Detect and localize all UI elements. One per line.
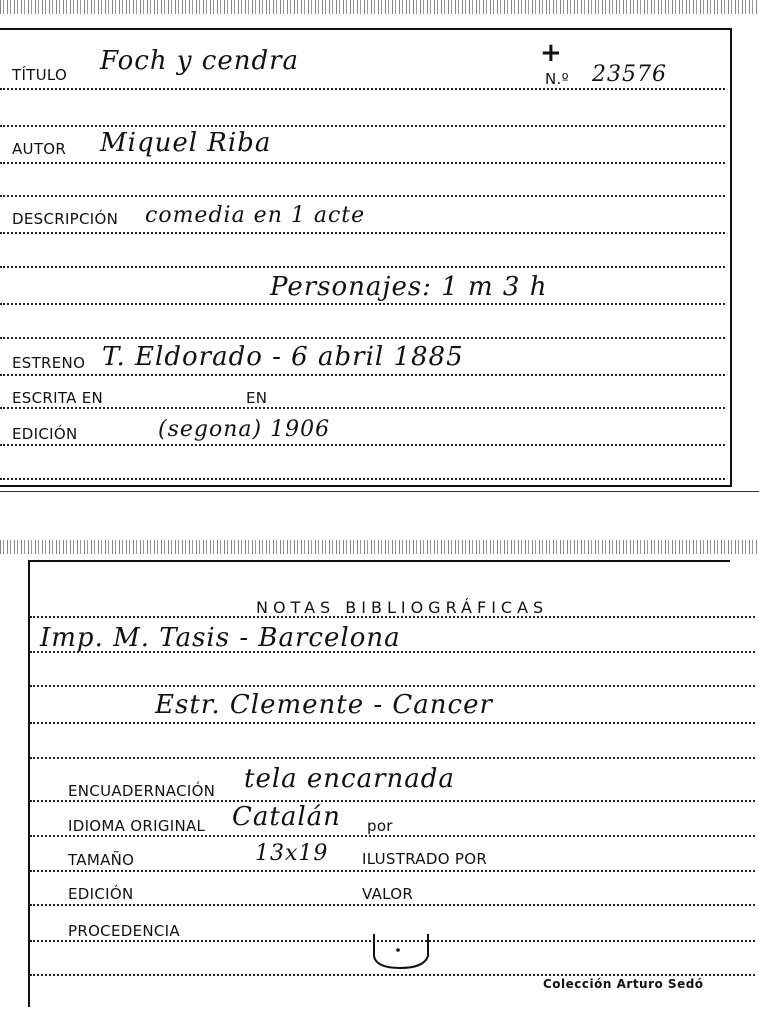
value-descripcion: comedia en 1 acte <box>145 203 366 228</box>
cross-mark: + <box>540 38 562 68</box>
value-tamano: 13x19 <box>255 841 329 866</box>
line-blank-4 <box>0 337 725 339</box>
label-edicion-top: EDICIÓN <box>12 425 78 443</box>
line-estreno <box>0 374 725 376</box>
line-blank-2 <box>0 195 725 197</box>
label-edicion-bottom: EDICIÓN <box>68 885 134 903</box>
notes-title: NOTAS BIBLIOGRÁFICAS <box>256 598 549 617</box>
line-descripcion <box>0 232 725 234</box>
line-autor <box>0 162 725 164</box>
line-personajes <box>0 303 725 305</box>
card-divider <box>0 491 759 492</box>
card-punch-hole <box>366 928 436 974</box>
value-estreno: T. Eldorado - 6 abril 1885 <box>102 342 464 372</box>
value-encuadernacion: tela encarnada <box>244 764 455 794</box>
label-idioma: IDIOMA ORIGINAL <box>68 817 206 835</box>
value-edicion-top: (segona) 1906 <box>158 417 331 442</box>
line-blank-3 <box>0 266 725 268</box>
value-titulo: Foch y cendra <box>100 46 300 76</box>
line-notes-1 <box>30 616 755 618</box>
line-tamano <box>30 870 755 872</box>
value-idioma: Catalán <box>232 802 341 832</box>
line-edicion-bottom <box>30 904 755 906</box>
label-escrita-en: ESCRITA EN <box>12 389 104 407</box>
line-notes-5 <box>30 757 755 759</box>
label-tamano: TAMAÑO <box>68 851 135 869</box>
line-notes-4 <box>30 722 755 724</box>
line-idioma <box>30 835 755 837</box>
value-personajes: Personajes: 1 m 3 h <box>270 272 548 302</box>
note-line-2: Estr. Clemente - Cancer <box>155 690 493 720</box>
label-ilustrado: ILUSTRADO POR <box>362 850 488 868</box>
value-autor: Miquel Riba <box>100 128 272 158</box>
label-numero: N.º <box>545 70 569 88</box>
label-en: EN <box>246 389 268 407</box>
line-encuadernacion <box>30 800 755 802</box>
line-notes-3 <box>30 685 755 687</box>
note-line-1: Imp. M. Tasis - Barcelona <box>40 623 401 653</box>
line-blank-6 <box>30 974 755 976</box>
scan-noise-bottom <box>0 540 759 554</box>
line-blank-1 <box>0 125 725 127</box>
line-notes-2 <box>30 651 755 653</box>
line-titulo <box>0 88 725 90</box>
label-valor: VALOR <box>362 885 414 903</box>
label-procedencia: PROCEDENCIA <box>68 922 180 940</box>
label-estreno: ESTRENO <box>12 354 86 372</box>
line-escrita <box>0 407 725 409</box>
label-titulo: TÍTULO <box>12 66 68 84</box>
collection-footer: Colección Arturo Sedó <box>543 977 704 991</box>
label-encuadernacion: ENCUADERNACIÓN <box>68 782 216 800</box>
line-edicion-top <box>0 444 725 446</box>
top-card-border <box>0 28 732 487</box>
value-numero: 23576 <box>592 62 667 87</box>
label-autor: AUTOR <box>12 140 67 158</box>
scan-noise-top <box>0 0 759 14</box>
label-descripcion: DESCRIPCIÓN <box>12 210 119 228</box>
label-por: por <box>367 817 393 835</box>
line-blank-5 <box>0 478 725 480</box>
